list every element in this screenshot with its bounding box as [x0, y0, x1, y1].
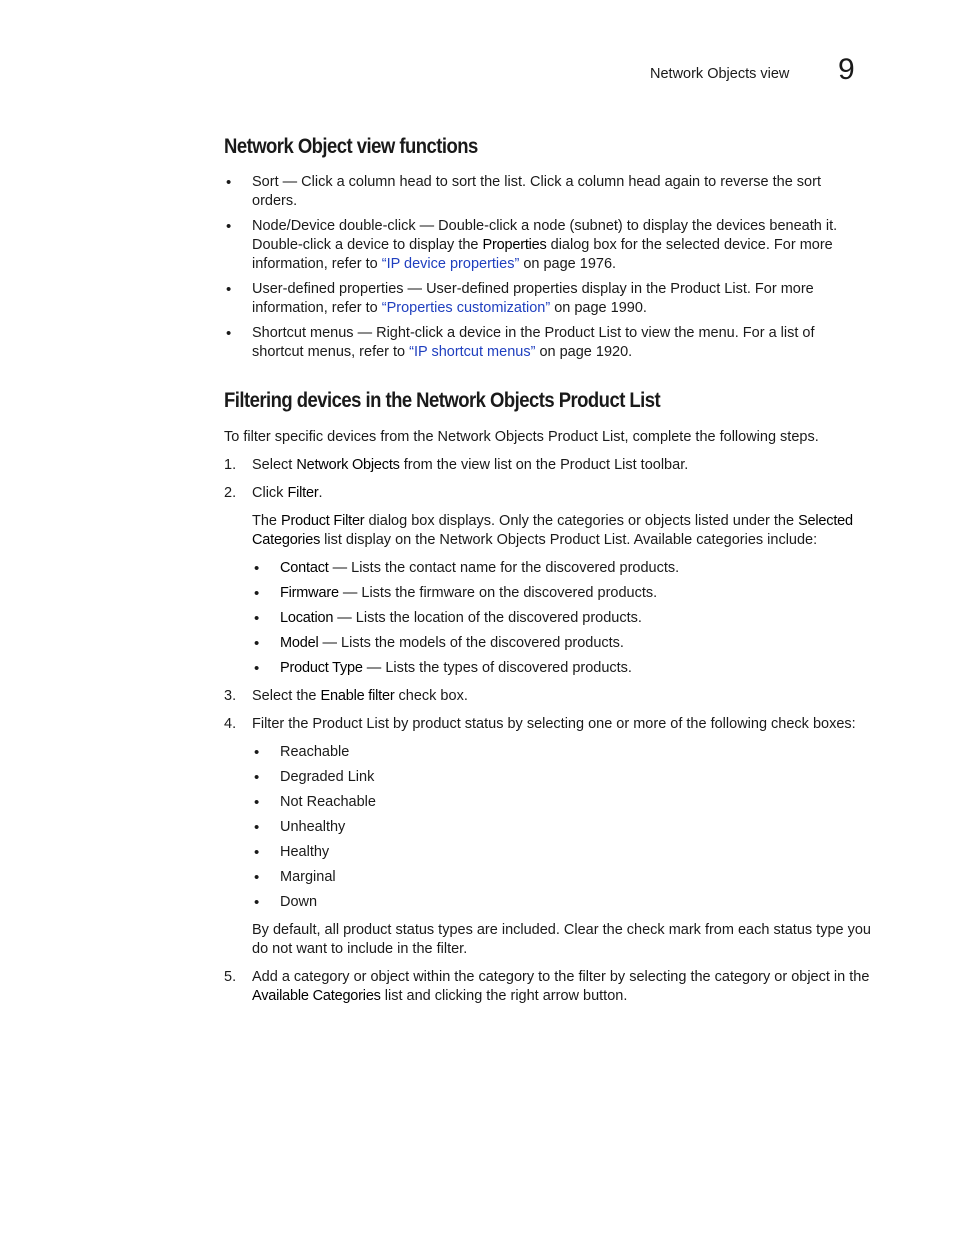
- text: The: [252, 513, 282, 529]
- list-item: • Not Reachable: [252, 793, 852, 818]
- item-text: User-defined properties — User-defined properties display in the Product List. For more information, refer to: [252, 281, 814, 316]
- ui-term-enable-filter: Enable filter: [320, 688, 395, 704]
- header-section-title: Network Objects view: [650, 66, 790, 82]
- list-item: [252, 634, 852, 659]
- ui-term-category: Product Type: [280, 660, 363, 676]
- step-2-paragraph: [252, 512, 872, 550]
- link-ip-device-properties[interactable]: “IP device properties”: [381, 256, 520, 272]
- ui-term-category: Model: [280, 635, 319, 651]
- text: Select: [252, 457, 297, 473]
- list-item: [252, 559, 852, 584]
- text: — Lists the contact name for the discovered products.: [328, 560, 680, 576]
- step-number: 2.: [224, 485, 237, 501]
- step-number: 4.: [224, 716, 237, 732]
- list-item: • Marginal: [252, 868, 852, 893]
- list-item: • Degraded Link: [252, 768, 852, 793]
- step-text: [252, 456, 870, 475]
- step-4-paragraph: By default, all product status types are included. Clear the check mark from each status type you do not want to include in the filter.: [252, 922, 871, 957]
- filtering-intro: To filter specific devices from the Network Objects Product List, complete the following steps.: [224, 429, 819, 445]
- step-text: [252, 968, 870, 1006]
- ui-term-category: Firmware: [280, 585, 339, 601]
- text: Click: [252, 485, 288, 501]
- step-number: 5.: [224, 969, 237, 985]
- list-item: [252, 659, 852, 684]
- item-text: Node/Device double-click — Double-click a node (subnet) to display the devices beneath it. Double-click a device to display the: [252, 218, 838, 253]
- text: .: [318, 485, 323, 501]
- text: — Lists the models of the discovered products.: [318, 635, 624, 651]
- item-text: dialog box for the selected device. For more information, refer to: [252, 237, 833, 272]
- text: — Lists the types of discovered products.: [362, 660, 632, 676]
- item-text: on page 1920.: [535, 344, 633, 360]
- status-list: [252, 743, 852, 918]
- ui-term-selected-categories: Selected Categories: [252, 513, 853, 548]
- ui-term-network-objects: Network Objects: [296, 457, 400, 473]
- list-item: • Healthy: [252, 843, 852, 868]
- list-item: • Reachable: [252, 743, 852, 768]
- list-item: • Down: [252, 893, 852, 918]
- link-ip-shortcut-menus[interactable]: “IP shortcut menus”: [409, 344, 536, 360]
- list-item: • Unhealthy: [252, 818, 852, 843]
- text: list display on the Network Objects Product List. Available categories include:: [320, 532, 818, 548]
- text: from the view list on the Product List toolbar.: [399, 457, 689, 473]
- text: — Lists the location of the discovered products.: [333, 610, 642, 626]
- step-number: 1.: [224, 457, 237, 473]
- categories-list: [252, 559, 852, 684]
- item-text: on page 1976.: [519, 256, 617, 272]
- step-text: [252, 687, 870, 706]
- view-functions-list: [224, 173, 864, 368]
- link-properties-customization[interactable]: “Properties customization”: [381, 300, 551, 316]
- ui-term-properties: Properties: [482, 237, 547, 253]
- ui-term-filter: Filter: [287, 485, 319, 501]
- list-item: [252, 584, 852, 609]
- text: list and clicking the right arrow button.: [380, 988, 628, 1004]
- text: Select the: [252, 688, 321, 704]
- ui-term-available-categories: Available Categories: [252, 988, 381, 1004]
- text: check box.: [394, 688, 468, 704]
- list-item: [252, 609, 852, 634]
- step-number: 3.: [224, 688, 237, 704]
- ui-term-category: Location: [280, 610, 334, 626]
- item-text: Sort — Click a column head to sort the list. Click a column head again to reverse the sort orders.: [252, 174, 821, 209]
- text: dialog box displays. Only the categories or objects listed under the: [364, 513, 799, 529]
- section-heading-filtering: Filtering devices in the Network Objects Product List: [224, 389, 661, 412]
- list-item: [224, 280, 864, 318]
- item-text: Shortcut menus — Right-click a device in the Product List to view the menu. For a list of shortcut menus, refer to: [252, 325, 815, 360]
- ui-term-category: Contact: [280, 560, 329, 576]
- list-item: [224, 173, 864, 211]
- section-heading-view-functions: Network Object view functions: [224, 135, 478, 158]
- ui-term-product-filter: Product Filter: [281, 513, 365, 529]
- item-text: on page 1990.: [550, 300, 647, 316]
- list-item: [224, 217, 864, 274]
- step-text: Filter the Product List by product status by selecting one or more of the following check boxes:: [252, 716, 856, 732]
- step-text: [252, 484, 870, 503]
- text: Add a category or object within the category to the filter by selecting the category or object in the: [252, 969, 870, 985]
- list-item: [224, 324, 864, 362]
- text: — Lists the firmware on the discovered products.: [338, 585, 658, 601]
- header-chapter-number: 9: [838, 53, 855, 86]
